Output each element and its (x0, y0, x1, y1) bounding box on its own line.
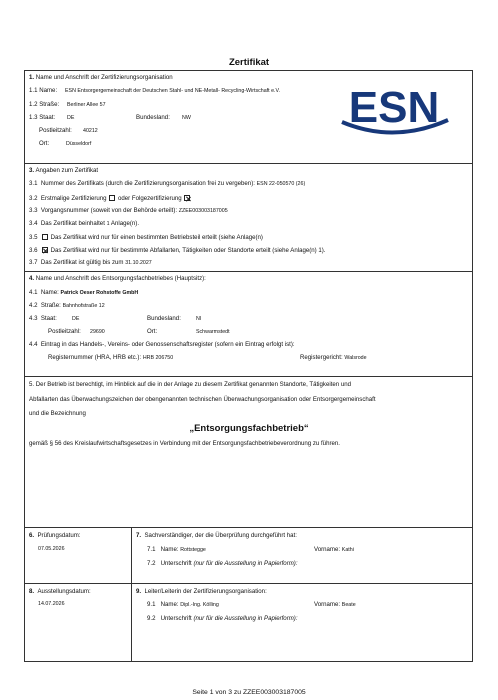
section-9-heading: Leiter/Leiterin der Zertifizierungsorganisation: (144, 588, 267, 595)
org-street-value: Berliner Allee 57 (67, 102, 106, 108)
row-4-4-number: 4.4 (29, 341, 38, 348)
divider-5 (24, 376, 473, 377)
section-1-number: 1. (29, 74, 35, 81)
section-5-line-2: Abfallarten das Überwachungszeichen der obengenannten technischen Überwachungsorganisation oder Entsorgergemeinschaft (29, 396, 376, 403)
company-street-label: Straße: (40, 302, 61, 309)
row-4-3-number: 4.3 (29, 315, 38, 322)
row-1-2-number: 1.2 (29, 101, 38, 108)
section-7-heading: Sachverständiger, der die Überprüfung durchgeführt hat: (144, 532, 297, 539)
section-8-number: 8. (29, 588, 35, 595)
head-name-label: Name: (160, 601, 179, 608)
row-3-2-number: 3.2 (29, 195, 38, 202)
row-7-1-number: 7.1 (147, 546, 156, 553)
section-5-line-3: und die Bezeichnung (29, 410, 86, 417)
plz-label: Postleitzahl: (39, 127, 72, 134)
first-cert-checkbox[interactable] (109, 195, 115, 201)
specific-scope-label: Das Zertifikat wird nur für bestimmte Abfallarten, Tätigkeiten oder Standorte erteilt (siehe Anlage(n) 1). (50, 247, 326, 254)
row-3-3-number: 3.3 (29, 207, 38, 214)
register-court-value: Walsrode (344, 355, 367, 361)
page-footer: Seite 1 von 3 zu ZZEE003003187005 (192, 689, 306, 696)
head-firstname-value: Beate (341, 602, 356, 608)
first-cert-label: Erstmalige Zertifizierung (40, 195, 107, 202)
divider-4 (24, 271, 473, 272)
case-number-value: ZZEE003003187005 (178, 208, 228, 214)
follow-cert-label: oder Folgezertifizierung (117, 195, 182, 202)
org-state-value: DE (67, 115, 75, 121)
head-name-value: Dipl.-Ing. Kölling (180, 602, 219, 608)
expert-signature-note: (nur für die Ausstellung in Papierform): (193, 560, 298, 567)
divider-8 (24, 583, 473, 584)
form-frame (24, 70, 473, 662)
head-firstname-label: Vorname: (314, 601, 341, 608)
section-9-number: 9. (136, 588, 142, 595)
esn-logo (336, 82, 452, 144)
annex-label: Das Zertifikat beinhaltet (40, 220, 105, 227)
esn-logo-text: ESN (348, 83, 440, 132)
row-3-6-number: 3.6 (29, 247, 38, 254)
divider-6 (24, 527, 473, 528)
company-plz-value: 29690 (90, 329, 105, 335)
company-ort-label: Ort: (147, 328, 158, 335)
ort-label: Ort: (39, 140, 50, 147)
exam-date-value: 07.05.2026 (38, 546, 65, 552)
follow-cert-checkbox[interactable] (184, 195, 190, 201)
row-9-2-number: 9.2 (147, 615, 156, 622)
company-name-value: Patrick Oeser Rohstoffe GmbH (60, 290, 139, 296)
street-label: Straße: (39, 101, 60, 108)
expert-firstname-label: Vorname: (314, 546, 341, 553)
org-land-value: NW (182, 115, 191, 121)
register-court-label: Registergericht: (300, 354, 343, 361)
company-name-label: Name: (40, 289, 59, 296)
partial-scope-label: Das Zertifikat wird nur für einen bestimmten Betriebsteil erteilt (siehe Anlage(n) (50, 234, 263, 241)
register-number-label: Registernummer (HRA, HRB etc.): (48, 354, 142, 361)
land-label: Bundesland: (136, 114, 170, 121)
register-number-value: HRB 206750 (142, 355, 174, 361)
head-signature-note: (nur für die Ausstellung in Papierform): (193, 615, 298, 622)
row-3-1-number: 3.1 (29, 180, 38, 187)
org-name-value: ESN Entsorgergemeinschaft der Deutschen Stahl- und NE-Metall- Recycling-Wirtschaft e.V. (65, 88, 281, 94)
name-label: Name: (39, 87, 58, 94)
case-number-label: Vorgangsnummer (soweit von der Behörde erteilt): (40, 207, 178, 214)
section-5-line-1: 5. Der Betrieb ist berechtigt, im Hinblick auf die in der Anlage zu diesem Zertifikat genannten Standorte, Tätigkeiten und (29, 381, 352, 388)
cert-number-label: Nummer des Zertifikats (durch die Zertifizierungsorganisation frei zu vergeben): (40, 180, 255, 187)
row-4-1-number: 4.1 (29, 289, 38, 296)
row-4-2-number: 4.2 (29, 302, 38, 309)
row-3-4-number: 3.4 (29, 220, 38, 227)
register-entry-label: Eintrag in das Handels-, Vereins- oder Genossenschaftsregister (sofern ein Eintrag erfolgt ist): (40, 341, 295, 348)
row-3-5-number: 3.5 (29, 234, 38, 241)
section-4-number: 4. (29, 275, 35, 282)
section-3-heading: Angaben zum Zertifikat (35, 167, 99, 174)
section-6-number: 6. (29, 532, 35, 539)
valid-until-label: Das Zertifikat ist gültig bis zum (40, 259, 124, 266)
company-land-label: Bundesland: (147, 315, 181, 322)
expert-name-label: Name: (160, 546, 179, 553)
divider-3 (24, 163, 473, 164)
issue-date-value: 14.07.2026 (38, 601, 65, 607)
org-ort-value: Düsseldorf (66, 141, 92, 147)
column-divider (131, 527, 132, 662)
expert-firstname-value: Kathi (341, 547, 354, 553)
state-label: Staat: (39, 114, 56, 121)
expert-name-value: Rottstegge (180, 547, 206, 553)
row-3-7-number: 3.7 (29, 259, 38, 266)
valid-until-value: 31.10.2027 (125, 260, 152, 266)
row-7-2-number: 7.2 (147, 560, 156, 567)
company-ort-value: Schwarmstedt (196, 329, 230, 335)
annex-count-value: 1 (106, 221, 110, 227)
expert-signature-label: Unterschrift (160, 560, 192, 567)
head-signature-label: Unterschrift (160, 615, 192, 622)
exam-date-label: Prüfungsdatum: (37, 532, 81, 539)
specific-scope-checkbox[interactable] (42, 247, 48, 253)
cert-number-value: ESN 22-050570 (26) (256, 181, 306, 187)
partial-scope-checkbox[interactable] (42, 234, 48, 240)
company-land-value: NI (196, 316, 202, 322)
designation-title: „Entsorgungsfachbetrieb“ (189, 423, 309, 434)
company-state-label: Staat: (40, 315, 57, 322)
annex-suffix: Anlage(n). (110, 220, 140, 227)
company-state-value: DE (72, 316, 80, 322)
section-3-number: 3. (29, 167, 35, 174)
section-4-heading: Name und Anschrift des Entsorgungsfachbetriebes (Hauptsitz): (35, 275, 206, 282)
section-5-line-4: gemäß § 56 des Kreislaufwirtschaftsgesetzes in Verbindung mit der Entsorgungsfachbetriebeverordnung zu führen. (29, 440, 340, 447)
row-1-1-number: 1.1 (29, 87, 38, 94)
org-plz-value: 40212 (83, 128, 98, 134)
company-street-value: Bahnhofstraße 12 (62, 303, 105, 309)
issue-date-label: Ausstellungsdatum: (37, 588, 91, 595)
row-9-1-number: 9.1 (147, 601, 156, 608)
document-title: Zertifikat (228, 57, 270, 68)
section-7-number: 7. (136, 532, 142, 539)
section-1-heading: Name und Anschrift der Zertifizierungsorganisation (35, 74, 173, 81)
company-plz-label: Postleitzahl: (48, 328, 81, 335)
row-1-3-number: 1.3 (29, 114, 38, 121)
